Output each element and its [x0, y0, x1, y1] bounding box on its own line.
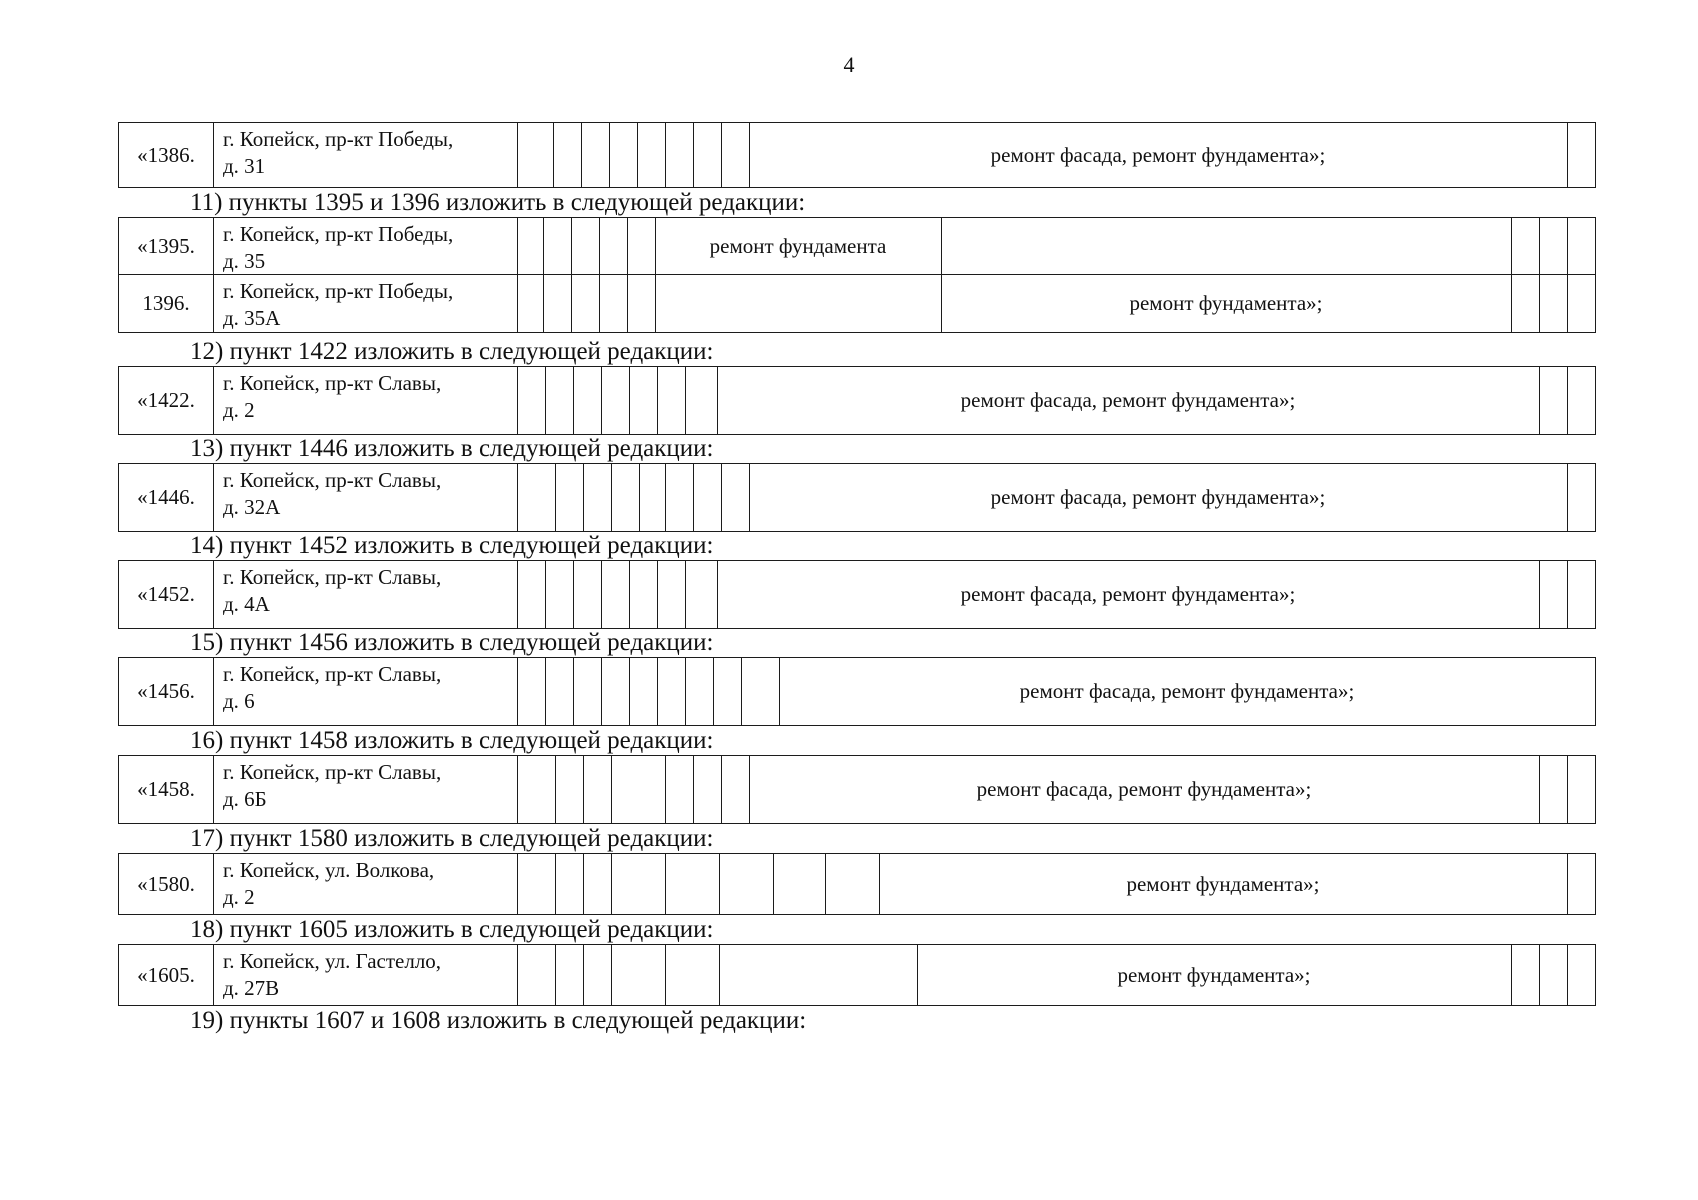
item-number: «1386.	[137, 142, 195, 167]
table-row	[119, 275, 1595, 332]
address-line: г. Копейск, пр-кт Победы,	[223, 279, 454, 303]
work-type: ремонт фасада, ремонт фундамента»;	[1019, 679, 1355, 703]
address-line: г. Копейск, пр-кт Славы,	[223, 371, 442, 395]
table-row	[119, 218, 1595, 275]
item-number: «1446.	[137, 485, 195, 509]
amendment-table-1422	[118, 366, 1596, 435]
address	[223, 661, 523, 715]
work-type: ремонт фасада, ремонт фундамента»;	[960, 582, 1296, 606]
address	[223, 759, 523, 813]
amendment-table-1446	[118, 463, 1596, 532]
amendment-table-1605	[118, 944, 1596, 1006]
house-number: д. 4А	[223, 592, 270, 616]
address-line: г. Копейск, ул. Гастелло,	[223, 949, 442, 973]
instruction-18: 18) пункт 1605 изложить в следующей редакции:	[190, 916, 714, 943]
house-number: д. 31	[223, 154, 266, 178]
instruction-11: 11) пункты 1395 и 1396 изложить в следующей редакции:	[190, 189, 806, 216]
address	[223, 564, 523, 618]
work-type: ремонт фасада, ремонт фундамента»;	[976, 777, 1312, 801]
table-row	[119, 367, 1595, 434]
address	[223, 126, 523, 180]
address-line: г. Копейск, пр-кт Славы,	[223, 565, 442, 589]
amendment-table-1580	[118, 853, 1596, 915]
table-row	[119, 756, 1595, 823]
work-type: ремонт фундамента»;	[1117, 962, 1311, 987]
table-row	[119, 464, 1595, 531]
house-number: д. 32А	[223, 495, 281, 519]
amendment-table-1395-1396	[118, 217, 1596, 333]
address-line: г. Копейск, пр-кт Славы,	[223, 760, 442, 784]
table-row	[119, 123, 1595, 187]
address-line: г. Копейск, пр-кт Славы,	[223, 468, 442, 492]
house-number: д. 2	[223, 398, 255, 422]
house-number: д. 6	[223, 689, 255, 713]
table-row	[119, 854, 1595, 914]
table-row	[119, 945, 1595, 1005]
amendment-table-1458	[118, 755, 1596, 824]
address-line: г. Копейск, пр-кт Победы,	[223, 222, 454, 246]
item-number: «1458.	[137, 777, 195, 801]
instruction-19: 19) пункты 1607 и 1608 изложить в следующей редакции:	[190, 1007, 807, 1034]
work-type: ремонт фундамента»;	[1126, 871, 1320, 896]
address	[223, 948, 523, 1002]
item-number: «1605.	[137, 962, 195, 987]
item-number: «1422.	[137, 388, 195, 412]
address-line: г. Копейск, ул. Волкова,	[223, 858, 435, 882]
item-number: «1452.	[137, 582, 195, 606]
table-row	[119, 561, 1595, 628]
amendment-table-1456	[118, 657, 1596, 726]
house-number: д. 35	[223, 249, 266, 273]
work-type: ремонт фасада, ремонт фундамента»;	[990, 485, 1326, 509]
address	[223, 221, 523, 275]
address	[223, 857, 523, 911]
amendment-table-1452	[118, 560, 1596, 629]
item-number: «1580.	[137, 871, 195, 896]
address-line: г. Копейск, пр-кт Славы,	[223, 662, 442, 686]
address	[223, 278, 523, 332]
work-type: ремонт фасада, ремонт фундамента»;	[990, 142, 1326, 167]
house-number: д. 2	[223, 885, 255, 909]
amendment-table-1386	[118, 122, 1596, 188]
instruction-13: 13) пункт 1446 изложить в следующей редакции:	[190, 435, 714, 462]
address-line: г. Копейск, пр-кт Победы,	[223, 127, 454, 151]
instruction-17: 17) пункт 1580 изложить в следующей редакции:	[190, 825, 714, 852]
instruction-12: 12) пункт 1422 изложить в следующей редакции:	[190, 338, 714, 365]
address	[223, 370, 523, 424]
work-type: ремонт фундамента	[709, 233, 887, 258]
address	[223, 467, 523, 521]
work-type: ремонт фасада, ремонт фундамента»;	[960, 388, 1296, 412]
house-number: д. 6Б	[223, 787, 267, 811]
instruction-14: 14) пункт 1452 изложить в следующей редакции:	[190, 532, 714, 559]
house-number: д. 35А	[223, 306, 281, 330]
page-number: 4	[843, 52, 855, 77]
table-row	[119, 658, 1595, 725]
instruction-15: 15) пункт 1456 изложить в следующей редакции:	[190, 629, 714, 656]
item-number: 1396.	[142, 291, 190, 315]
house-number: д. 27В	[223, 976, 280, 1000]
instruction-16: 16) пункт 1458 изложить в следующей редакции:	[190, 727, 714, 754]
item-number: «1395.	[137, 233, 195, 258]
item-number: «1456.	[137, 679, 195, 703]
work-type: ремонт фундамента»;	[1129, 291, 1323, 315]
